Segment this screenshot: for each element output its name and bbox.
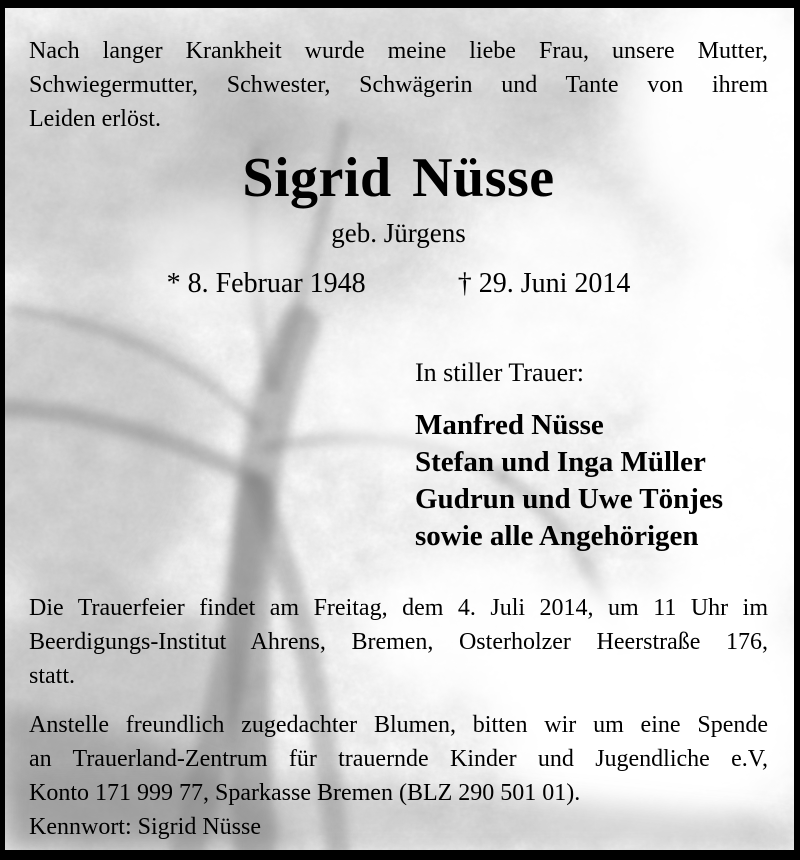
mourner-name: Stefan und Inga Müller xyxy=(415,446,706,478)
donation-line: an Trauerland-Zentrum für trauernde Kinder und Jugendliche e.V, xyxy=(29,746,768,772)
funeral-line: Beerdigungs-Institut Ahrens, Bremen, Osterholzer Heerstraße 176, xyxy=(29,629,768,655)
life-dates xyxy=(29,266,768,302)
intro-line: Schwiegermutter, Schwester, Schwägerin und Tante von ihrem xyxy=(29,72,768,98)
donation-line: Anstelle freundlich zugedachter Blumen, bitten wir um eine Spende xyxy=(29,712,768,738)
death-date: † 29. Juni 2014 xyxy=(457,268,631,299)
deceased-name: Sigrid Nüsse xyxy=(242,147,555,209)
birth-date: * 8. Februar 1948 xyxy=(166,268,366,299)
mourners-list xyxy=(415,407,768,555)
mourner-name: Manfred Nüsse xyxy=(415,409,604,441)
mourner-name: sowie alle Angehörigen xyxy=(415,520,699,552)
mourner-name: Gudrun und Uwe Tönjes xyxy=(415,483,724,515)
funeral-line: Die Trauerfeier findet am Freitag, dem 4. Juli 2014, um 11 Uhr im xyxy=(29,595,768,621)
intro-line: Leiden erlöst. xyxy=(29,106,161,132)
intro-line: Nach langer Krankheit wurde meine liebe Frau, unsere Mutter, xyxy=(29,38,768,64)
maiden-name: geb. Jürgens xyxy=(331,218,466,248)
keyword-line: Kennwort: Sigrid Nüsse xyxy=(29,814,261,840)
mourning-label: In stiller Trauer: xyxy=(415,358,584,387)
funeral-paragraph xyxy=(29,591,768,693)
intro-paragraph xyxy=(29,34,768,136)
notice-content xyxy=(5,8,794,850)
donation-paragraph xyxy=(29,708,768,810)
donation-line: Konto 171 999 77, Sparkasse Bremen (BLZ 290 501 01). xyxy=(29,780,581,806)
funeral-line: statt. xyxy=(29,663,75,689)
